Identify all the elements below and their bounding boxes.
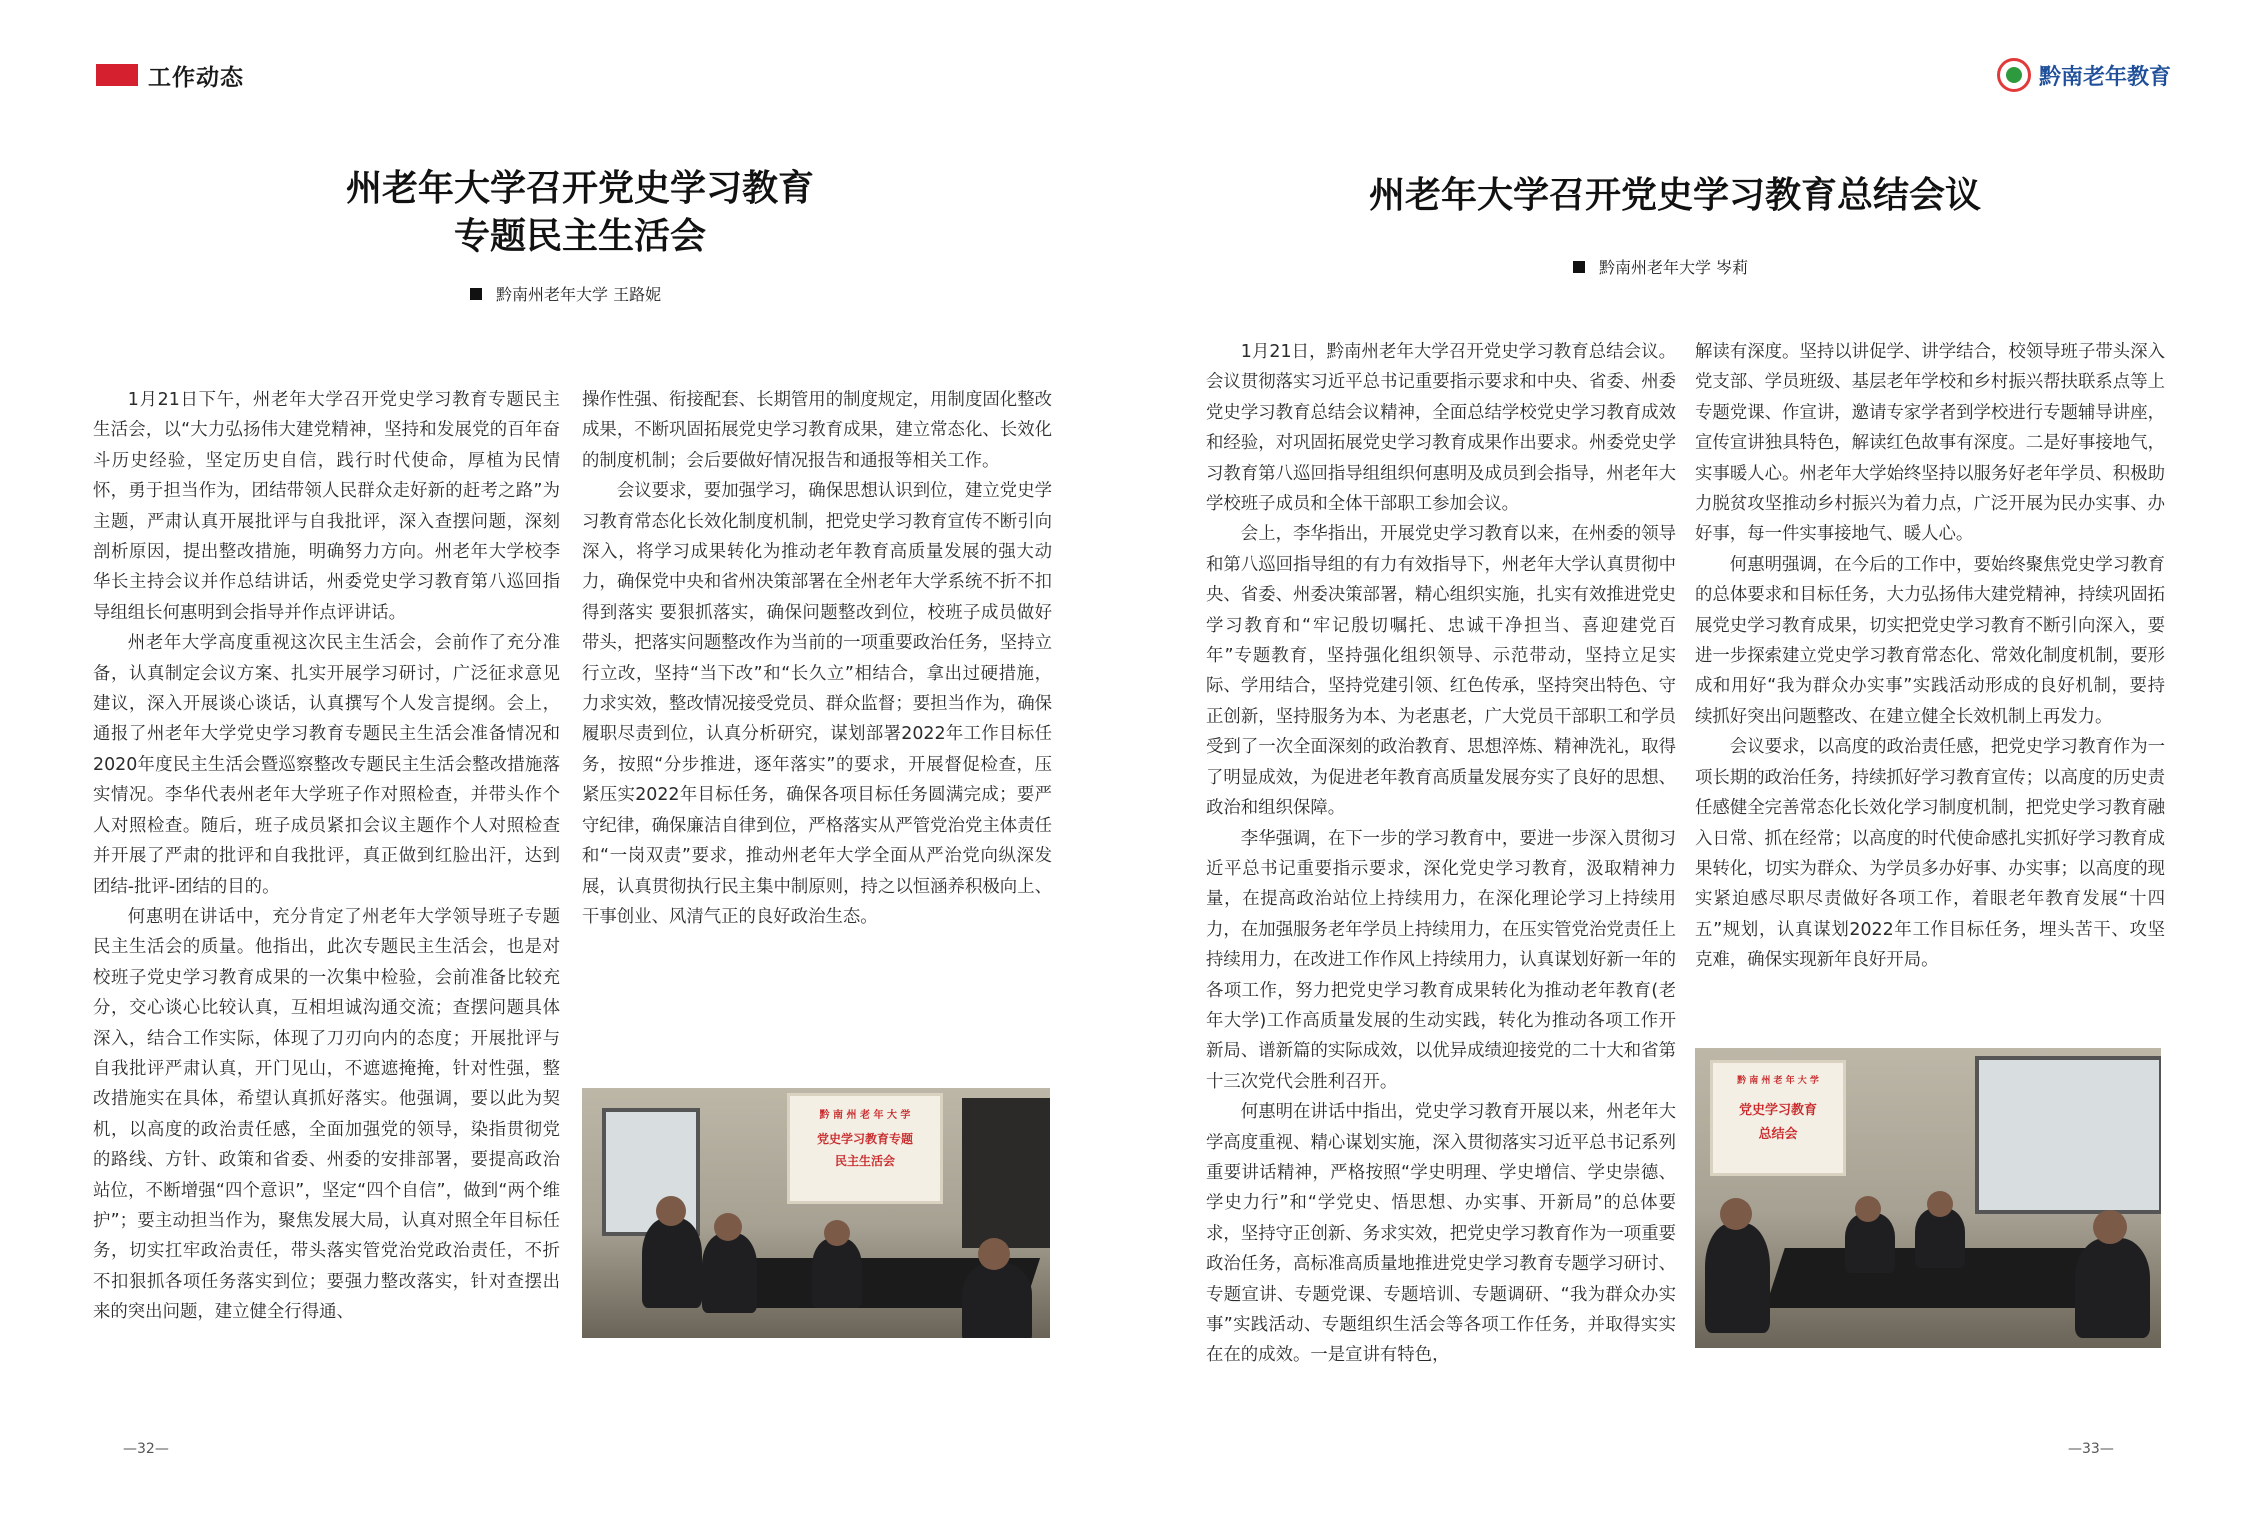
right-byline — [1573, 255, 1748, 278]
screen-text: 党史学习教育专题 — [816, 1132, 913, 1146]
paragraph: 何惠明在讲话中，充分肯定了州老年大学领导班子专题民主生活会的质量。他指出，此次专题民主生活会，也是对校班子党史学习教育成果的一次集中检验，会前准备比较充分，交心谈心比较认真，互相坦诚沟通交流；查摆问题具体深入，结合工作实际，体现了刀刃向内的态度；开展批评与自我批评严肃认真，开门见山，不遮遮掩掩，针对性强，整改措施实在具体，希望认真抓好落实。他强调，要以此为契机，以高度的政治责任感，全面加强党的领导，染指贯彻党的路线、方针、政策和省委、州委的安排部署，要提高政治站位，不断增强“四个意识”，坚定“四个自信”，做到“两个维护”；要主动担当作为，聚焦发展大局，认真对照全年目标任务，切实扛牢政治责任，带头落实管党治党政治责任，不折不扣狠抓各项任务落实到位；要强力整改落实，针对查摆出来的突出问题，建立健全行得通、 — [93, 906, 560, 1323]
left-title-line2: 专题民主生活会 — [453, 216, 706, 257]
paragraph: 何惠明在讲话中指出，党史学习教育开展以来，州老年大学高度重视、精心谋划实施，深入贯彻落实习近平总书记系列重要讲话精神，严格按照“学史明理、学史增信、学史崇德、学史力行”和“学党史、悟思想、办实事、开新局”的总体要求，坚持守正创新、务求实效，把党史学习教育作为一项重要政治任务，高标准高质量地推进党史学习教育专题学习研讨、专题宣讲、专题党课、专题培训、专题调研、“我为群众办实事”实践活动、专题组织生活会等各项工作任务，并取得实实在在的成效。一是宣讲有特色， — [1206, 1102, 1676, 1366]
screen-text: 黔 南 州 老 年 大 学 — [819, 1110, 911, 1121]
left-column-1 — [93, 385, 560, 1328]
paragraph: 1月21日下午，州老年大学召开党史学习教育专题民主生活会，以“大力弘扬伟大建党精神，坚持和发展党的百年奋斗历史经验，坚定历史自信，践行时代使命，厚植为民情怀，勇于担当作为，团结带领人民群众走好新的赶考之路”为主题，严肃认真开展批评与自我批评，深入查摆问题，深刻剖析原因，提出整改措施，明确努力方向。州老年大学校李华长主持会议并作总结讲话，州委党史学习教育第八巡回指导组组长何惠明到会指导并作点评讲话。 — [93, 390, 560, 623]
paragraph: 操作性强、衔接配套、长期管用的制度规定，用制度固化整改成果，不断巩固拓展党史学习教育成果，建立常态化、长效化的制度机制；会后要做好情况报告和通报等相关工作。 — [582, 390, 1052, 471]
right-byline-text: 黔南州老年大学 岑莉 — [1599, 258, 1749, 277]
left-article-title — [300, 165, 860, 261]
brand-name: 黔南老年教育 — [2038, 64, 2171, 90]
screen-text: 总结会 — [1758, 1127, 1798, 1142]
page-number: —32— — [123, 1441, 169, 1457]
left-page — [0, 0, 1120, 1520]
screen-text: 党史学习教育 — [1738, 1103, 1817, 1118]
paragraph: 1月21日，黔南州老年大学召开党史学习教育总结会议。会议贯彻落实习近平总书记重要指示要求和中央、省委、州委党史学习教育总结会议精神，全面总结学校党史学习教育成效和经验，对巩固拓展党史学习教育成果作出要求。州委党史学习教育第八巡回指导组组织何惠明及成员到会指导，州老年大学校班子成员和全体干部职工参加会议。 — [1206, 342, 1676, 515]
projection-screen — [1710, 1060, 1846, 1176]
brand-logo-icon — [1997, 58, 2031, 92]
square-bullet-icon — [1573, 261, 1585, 273]
paragraph: 李华强调，在下一步的学习教育中，要进一步深入贯彻习近平总书记重要指示要求，深化党史学习教育，汲取精神力量，在提高政治站位上持续用力，在深化理论学习上持续用力，在加强服务老年学员上持续用力，在压实管党治党责任上持续用力，在改进工作作风上持续用力，认真谋划好新一年的各项工作，努力把党史学习教育成果转化为推动老年教育(老年大学)工作高质量发展的生动实践，转化为推动各项工作开新局、谱新篇的实际成效，以优异成绩迎接党的二十大和省第十三次党代会胜利召开。 — [1206, 828, 1676, 1092]
left-column-2 — [582, 385, 1052, 932]
projection-screen — [787, 1093, 943, 1204]
meeting-photo — [1695, 1048, 2161, 1348]
right-article-title: 州老年大学召开党史学习教育总结会议 — [1368, 175, 1981, 216]
red-bar-marker — [96, 64, 138, 86]
right-column-1 — [1206, 337, 1676, 1371]
brand — [1997, 58, 2171, 92]
paragraph: 何惠明强调，在今后的工作中，要始终聚焦党史学习教育的总体要求和目标任务，大力弘扬伟大建党精神，持续巩固拓展党史学习教育成果，切实把党史学习教育不断引向深入，要进一步探索建立党史学习教育常态化、常效化制度机制，要形成和用好“我为群众办实事”实践活动形成的良好机制，要持续抓好突出问题整改、在建立健全长效机制上再发力。 — [1695, 554, 2165, 727]
paragraph: 会议要求，要加强学习，确保思想认识到位，建立党史学习教育常态化长效化制度机制，把党史学习教育宣传不断引向深入，将学习成果转化为推动老年教育高质量发展的强大动力，确保党中央和省州决策部署在全州老年大学系统不折不扣得到落实 要狠抓落实，确保问题整改到位，校班子成员做好带头，把落实问题整改作为当前的一项重要政治任务，坚持立行立改，坚持“当下改”和“长久立”相结合，拿出过硬措施，力求实效，整改情况接受党员、群众监督；要担当作为，确保履职尽责到位，认真分析研究，谋划部署2022年工作目标任务，按照“分步推进，逐年落实”的要求，开展督促检查，压紧压实2022年目标任务，确保各项目标任务圆满完成；要严守纪律，确保廉洁自律到位，严格落实从严管党治党主体责任和“一岗双责”要求，推动州老年大学全面从严治党向纵深发展，认真贯彻执行民主集中制原则，持之以恒涵养积极向上、干事创业、风清气正的良好政治生态。 — [582, 481, 1052, 927]
paragraph: 州老年大学高度重视这次民主生活会，会前作了充分准备，认真制定会议方案、扎实开展学习研讨，广泛征求意见建议，深入开展谈心谈话，认真撰写个人发言提纲。会上，通报了州老年大学党史学习教育专题民主生活会准备情况和2020年度民主生活会暨巡察整改专题民主生活会整改措施落实情况。李华代表州老年大学班子作对照检查，并带头作个人对照检查。随后，班子成员紧扣会议主题作个人对照检查并开展了严肃的批评和自我批评，真正做到红脸出汗，达到团结-批评-团结的目的。 — [93, 633, 560, 897]
right-column-2 — [1695, 337, 2165, 976]
section-title: 工作动态 — [148, 64, 244, 91]
section-label — [96, 60, 244, 90]
square-bullet-icon — [470, 288, 482, 300]
screen-text: 民主生活会 — [834, 1154, 895, 1168]
left-title-line1: 州老年大学召开党史学习教育 — [345, 168, 814, 209]
right-page — [1120, 0, 2241, 1520]
left-byline — [470, 282, 661, 305]
left-byline-text: 黔南州老年大学 王路妮 — [496, 285, 662, 304]
page-number: —33— — [2068, 1441, 2114, 1457]
paragraph: 会议要求，以高度的政治责任感，把党史学习教育作为一项长期的政治任务，持续抓好学习教育宣传；以高度的历史责任感健全完善常态化长效化学习制度机制，把党史学习教育融入日常、抓在经常；以高度的时代使命感扎实抓好学习教育成果转化，切实为群众、为学员多办好事、办实事；以高度的现实紧迫感尽职尽责做好各项工作，着眼老年教育发展“十四五”规划，认真谋划2022年工作目标任务，埋头苦干、攻坚克难，确保实现新年良好开局。 — [1695, 737, 2165, 971]
screen-text: 黔 南 州 老 年 大 学 — [1737, 1076, 1819, 1086]
meeting-photo — [582, 1088, 1050, 1338]
paragraph: 会上，李华指出，开展党史学习教育以来，在州委的领导和第八巡回指导组的有力有效指导下，州老年大学认真贯彻中央、省委、州委决策部署，精心组织实施，扎实有效推进党史学习教育和“牢记殷切嘱托、忠诚干净担当、喜迎建党百年”专题教育，坚持强化组织领导、示范带动，坚持立足实际、学用结合，坚持党建引领、红色传承，坚持突出特色、守正创新，坚持服务为本、为老惠老，广大党员干部职工和学员受到了一次全面深刻的政治教育、思想淬炼、精神洗礼，取得了明显成效，为促进老年教育高质量发展夯实了良好的思想、政治和组织保障。 — [1206, 524, 1676, 819]
paragraph: 解读有深度。坚持以讲促学、讲学结合，校领导班子带头深入党支部、学员班级、基层老年学校和乡村振兴帮扶联系点等上专题党课、作宣讲，邀请专家学者到学校进行专题辅导讲座，宣传宣讲独具特色，解读红色故事有深度。二是好事接地气，实事暖人心。州老年大学始终坚持以服务好老年学员、积极助力脱贫攻坚推动乡村振兴为着力点，广泛开展为民办实事、办好事，每一件实事接地气、暖人心。 — [1695, 342, 2165, 545]
